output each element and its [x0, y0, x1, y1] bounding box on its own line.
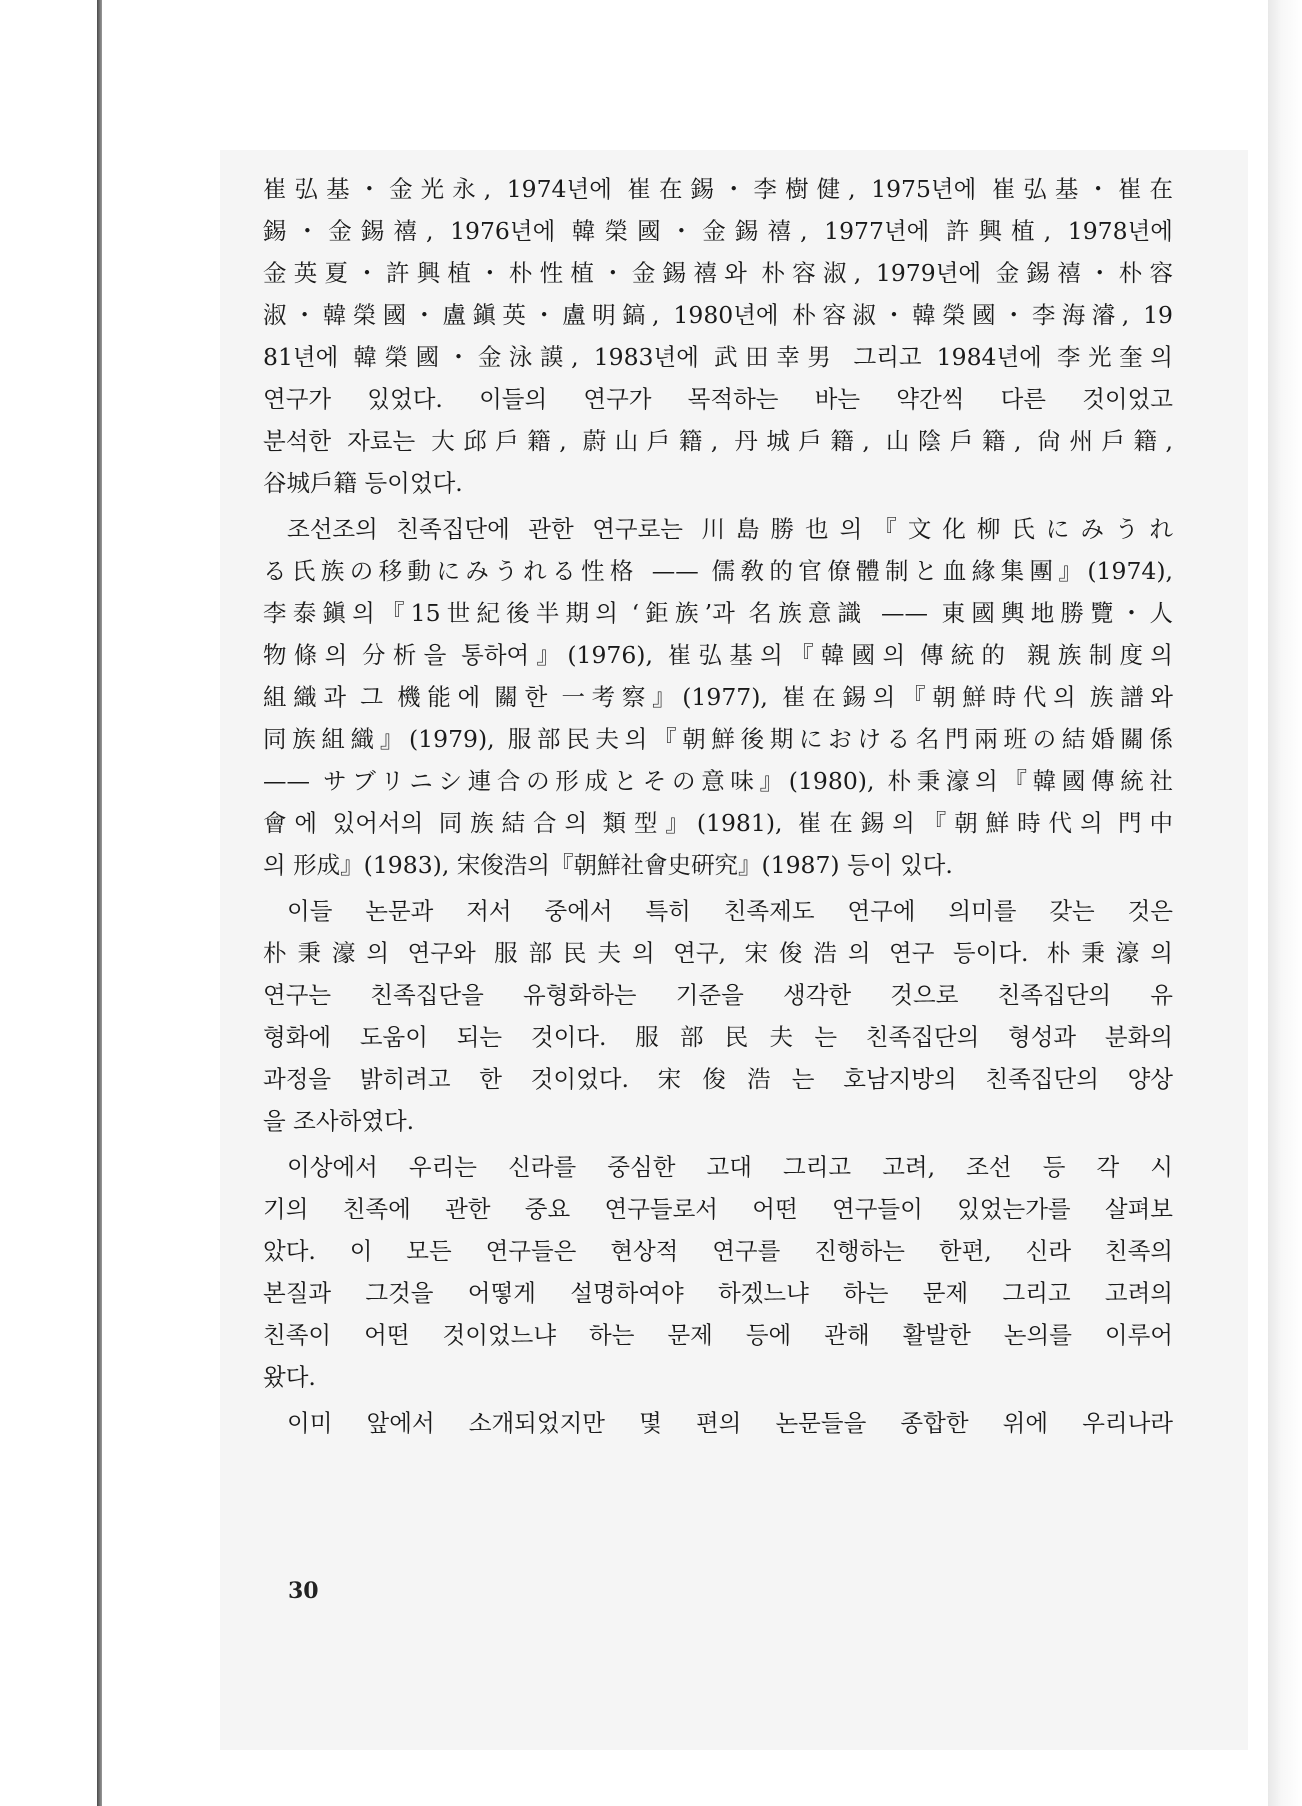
text-line: 物條의 分析을 통하여』(1976), 崔弘基의『韓國의 傳統的 親族制度의	[263, 641, 1173, 669]
paragraph-5	[263, 1402, 1173, 1444]
text-line: 왔다.	[263, 1363, 316, 1391]
text-line: 淑・韓榮國・盧鎭英・盧明鎬, 1980년에 朴容淑・韓榮國・李海濬, 19	[263, 301, 1173, 329]
text-line: 會에 있어서의 同族結合의 類型』(1981), 崔在錫의『朝鮮時代의 門中	[263, 809, 1173, 837]
text-line: 崔弘基・金光永, 1974년에 崔在錫・李樹健, 1975년에 崔弘基・崔在	[263, 175, 1173, 203]
text-line: 이상에서 우리는 신라를 중심한 고대 그리고 고려, 조선 등 각 시	[287, 1153, 1173, 1181]
text-line: 을 조사하였다.	[263, 1107, 415, 1135]
text-line: 錫・金錫禧, 1976년에 韓榮國・金錫禧, 1977년에 許興植, 1978년에	[263, 217, 1173, 245]
text-line: 同族組織』(1979), 服部民夫의『朝鮮後期における名門兩班の結婚關係	[263, 725, 1173, 753]
text-line: 谷城戶籍 등이었다.	[263, 469, 463, 497]
text-line: 기의 친족에 관한 중요 연구들로서 어떤 연구들이 있었는가를 살펴보	[263, 1195, 1173, 1223]
page-number: 30	[288, 1578, 319, 1604]
text-line: 형화에 도움이 되는 것이다. 服部民夫는 친족집단의 형성과 분화의	[263, 1023, 1173, 1051]
text-line: 연구는 친족집단을 유형화하는 기준을 생각한 것으로 친족집단의 유	[263, 981, 1173, 1009]
text-line: 았다. 이 모든 연구들은 현상적 연구를 진행하는 한편, 신라 친족의	[263, 1237, 1173, 1265]
text-line: 본질과 그것을 어떻게 설명하여야 하겠느냐 하는 문제 그리고 고려의	[263, 1279, 1173, 1307]
text-line: 朴秉濠의 연구와 服部民夫의 연구, 宋俊浩의 연구 등이다. 朴秉濠의	[263, 939, 1173, 967]
paragraph-3	[263, 890, 1173, 1142]
body-text	[263, 168, 1173, 1448]
text-line: る氏族の移動にみうれる性格 —— 儒敎的官僚體制と血緣集團』(1974),	[263, 557, 1173, 585]
text-line: 조선조의 친족집단에 관한 연구로는 川島勝也의『文化柳氏にみうれ	[287, 515, 1173, 543]
text-line: 李泰鎭의『15世紀後半期의 ‘鉅族’과 名族意識 —— 東國輿地勝覽・人	[263, 599, 1173, 627]
paragraph-2	[263, 508, 1173, 886]
text-line: 金英夏・許興植・朴性植・金錫禧와 朴容淑, 1979년에 金錫禧・朴容	[263, 259, 1173, 287]
text-line: 組織과 그 機能에 關한 一考察』(1977), 崔在錫의『朝鮮時代의 族譜와	[263, 683, 1173, 711]
text-line: 과정을 밝히려고 한 것이었다. 宋俊浩는 호남지방의 친족집단의 양상	[263, 1065, 1173, 1093]
text-line: 81년에 韓榮國・金泳謨, 1983년에 武田幸男 그리고 1984년에 李光奎의	[263, 343, 1173, 371]
text-line: 의 形成』(1983), 宋俊浩의『朝鮮社會史硏究』(1987) 등이 있다.	[263, 851, 953, 879]
text-line: 친족이 어떤 것이었느냐 하는 문제 등에 관해 활발한 논의를 이루어	[263, 1321, 1173, 1349]
text-line: 분석한 자료는 大邱戶籍, 蔚山戶籍, 丹城戶籍, 山陰戶籍, 尙州戶籍,	[263, 427, 1173, 455]
paragraph-4	[263, 1146, 1173, 1398]
text-line: 연구가 있었다. 이들의 연구가 목적하는 바는 약간씩 다른 것이었고	[263, 385, 1173, 413]
text-line: 이미 앞에서 소개되었지만 몇 편의 논문들을 종합한 위에 우리나라	[287, 1409, 1173, 1437]
page-right-edge	[1268, 0, 1302, 1806]
text-line: 이들 논문과 저서 중에서 특히 친족제도 연구에 의미를 갖는 것은	[287, 897, 1173, 925]
paragraph-1	[263, 168, 1173, 504]
text-line: —— サブリニシ連合の形成とその意味』(1980), 朴秉濠의『韓國傳統社	[263, 767, 1173, 795]
